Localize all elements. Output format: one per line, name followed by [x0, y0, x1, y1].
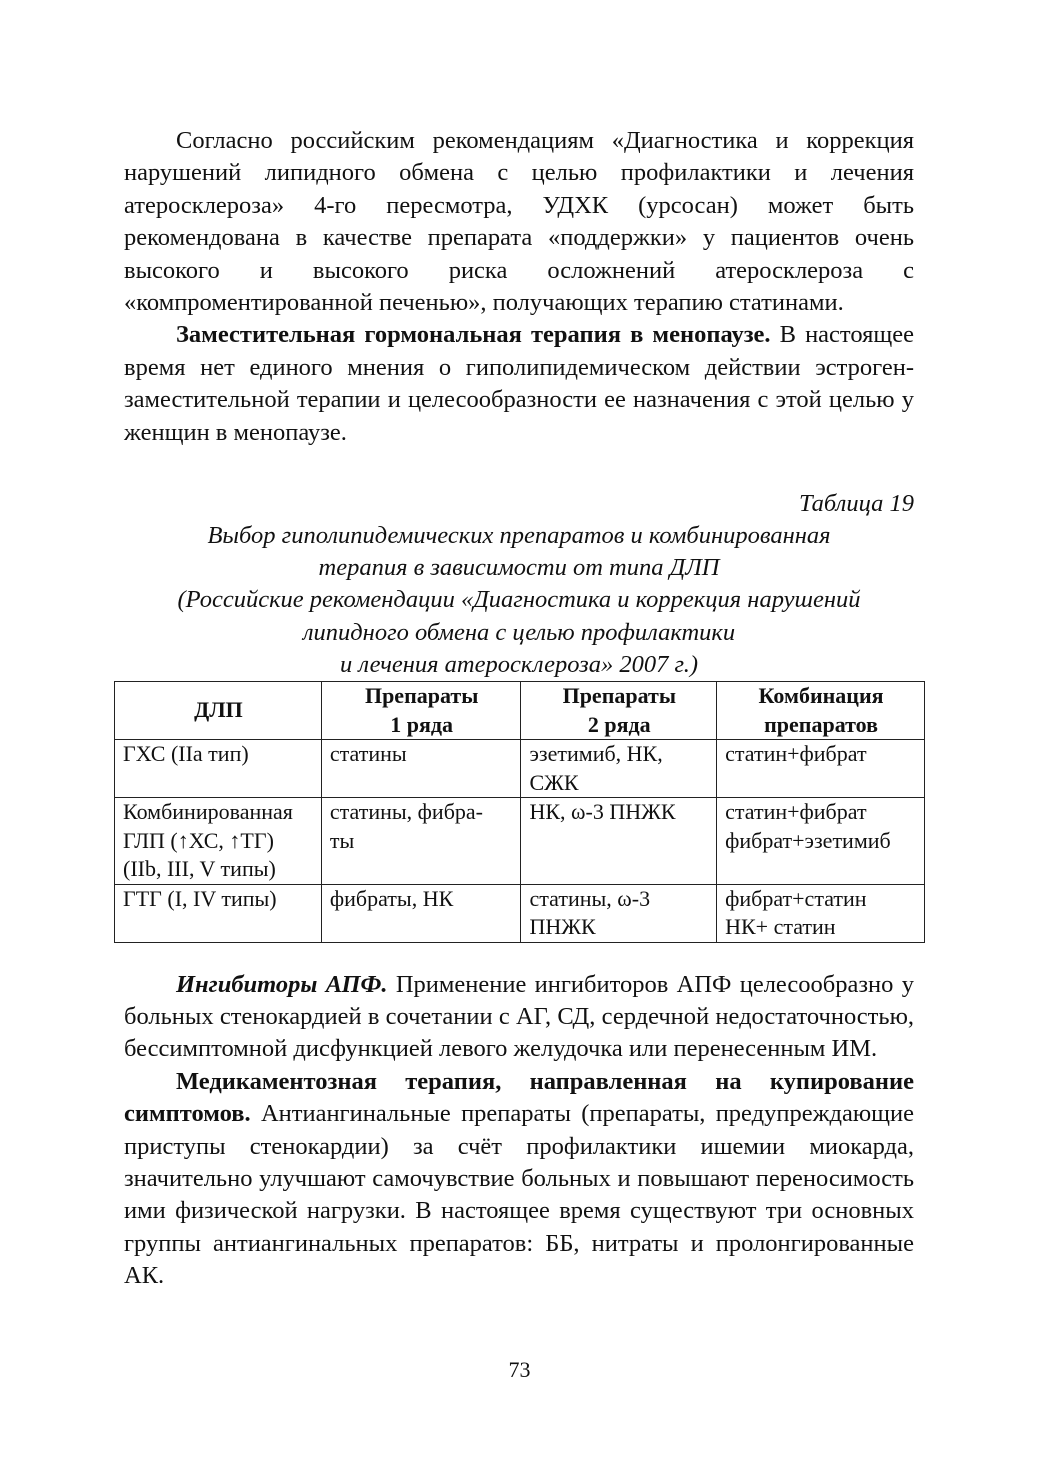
- cell-text: ты: [329, 827, 355, 853]
- cell-text: фибрат+эзетимиб: [725, 827, 891, 853]
- table-title: [124, 520, 914, 681]
- table-cell: [321, 798, 521, 885]
- paragraph-heading: Ингибиторы АПФ.: [176, 970, 388, 998]
- cell-text: статины, фибра-: [329, 799, 483, 825]
- paragraph-ace-inhibitors: [124, 969, 914, 1066]
- page-content: [124, 125, 914, 1293]
- paragraph-text: В настоящее время нет единого мнения о гиполипидемическом действии эстроген-заместительной терапии и целесообразности ее назначения с этой целью у женщин в менопаузе.: [124, 321, 914, 446]
- table-header-row: [115, 682, 925, 740]
- header-combination: [717, 682, 925, 740]
- dyslipidemia-table: [114, 681, 925, 943]
- header-text: Препараты: [562, 683, 677, 709]
- table-cell: [115, 740, 322, 798]
- header-text: препаратов: [764, 711, 878, 737]
- cell-text: ГХС (IIa тип): [123, 741, 249, 767]
- paragraph-heading: Заместительная гормональная терапия в менопаузе.: [176, 321, 771, 349]
- header-text: ДЛП: [194, 697, 243, 723]
- cell-text: статин+фибрат: [725, 741, 867, 767]
- paragraph-udca: [124, 125, 914, 319]
- table-cell: [115, 798, 322, 885]
- table-cell: [717, 740, 925, 798]
- header-first-line-drugs: [321, 682, 521, 740]
- paragraph-text: Применение ингибиторов АПФ целесообразно у больных стенокардией в сочетании с АГ, СД, сердечной недостаточностью, бессимптомной дисфункцией левого желудочка или перенесенным ИМ.: [124, 970, 914, 1063]
- table-title-line: Выбор гиполипидемических препаратов и комбинированная: [207, 522, 831, 550]
- cell-text: фибрат+статин: [725, 885, 867, 911]
- header-text: Препараты: [364, 683, 479, 709]
- header-text: Комбинация: [758, 683, 884, 709]
- table-title-line: терапия в зависимости от типа ДЛП: [318, 554, 720, 582]
- header-dlp: [115, 682, 322, 740]
- paragraph-symptom-therapy: [124, 1066, 914, 1293]
- paragraph-hrt: [124, 319, 914, 449]
- cell-text: статин+фибрат: [725, 799, 867, 825]
- header-text: 2 ряда: [587, 711, 651, 737]
- header-text: 1 ряда: [390, 711, 454, 737]
- paragraph-heading: Медикаментозная терапия, направленная на купирование симптомов.: [124, 1067, 914, 1128]
- table-row: [115, 884, 925, 942]
- paragraph-text: Антиангинальные препараты (препараты, предупреждающие приступы стенокардии) за счёт профилактики ишемии миокарда, значительно улучшают самочувствие больных и повышают переносимость ими физической нагрузки. В настоящее время существуют три основных группы антиангинальных препаратов: ББ, нитраты и пролонгированные АК.: [124, 1100, 914, 1290]
- cell-text: НК, ω-3 ПНЖК: [529, 799, 676, 825]
- page-number: 73: [508, 1357, 531, 1382]
- table-title-line: и лечения атеросклероза» 2007 г.): [339, 650, 698, 678]
- table-row: [115, 740, 925, 798]
- cell-text: статины, ω-3: [529, 885, 651, 911]
- cell-text: (IIb, III, V типы): [123, 856, 276, 882]
- cell-text: Комбинированная: [123, 799, 293, 825]
- cell-text: СЖК: [529, 769, 579, 795]
- table-title-line: (Российские рекомендации «Диагностика и коррекция нарушений: [177, 586, 861, 614]
- cell-text: ГЛП (↑ХС, ↑ТГ): [123, 827, 274, 853]
- table-cell: [521, 740, 717, 798]
- table-cell: [115, 884, 322, 942]
- paragraph-text: Согласно российским рекомендациям «Диагностика и коррекция нарушений липидного обмена с целью профилактики и лечения атеросклероза» 4-го пересмотра, УДХК (урсосан) может быть рекомендована в качестве препарата «поддержки» у пациентов очень высокого и высокого риска осложнений атеросклероза с «компроментированной печенью», получающих терапию статинами.: [124, 127, 914, 317]
- cell-text: НК+ статин: [725, 914, 836, 940]
- cell-text: эзетимиб, НК,: [529, 741, 663, 767]
- table-cell: [717, 798, 925, 885]
- header-second-line-drugs: [521, 682, 717, 740]
- cell-text: фибраты, НК: [329, 885, 454, 911]
- table-cell: [321, 740, 521, 798]
- table-cell: [717, 884, 925, 942]
- cell-text: ПНЖК: [529, 914, 596, 940]
- table-row: [115, 798, 925, 885]
- cell-text: статины: [329, 741, 407, 767]
- cell-text: ГТГ (I, IV типы): [123, 885, 277, 911]
- table-title-line: липидного обмена с целью профилактики: [302, 618, 736, 646]
- table-cell: [521, 884, 717, 942]
- table-cell: [521, 798, 717, 885]
- table-cell: [321, 884, 521, 942]
- table-number: Таблица 19: [798, 490, 914, 518]
